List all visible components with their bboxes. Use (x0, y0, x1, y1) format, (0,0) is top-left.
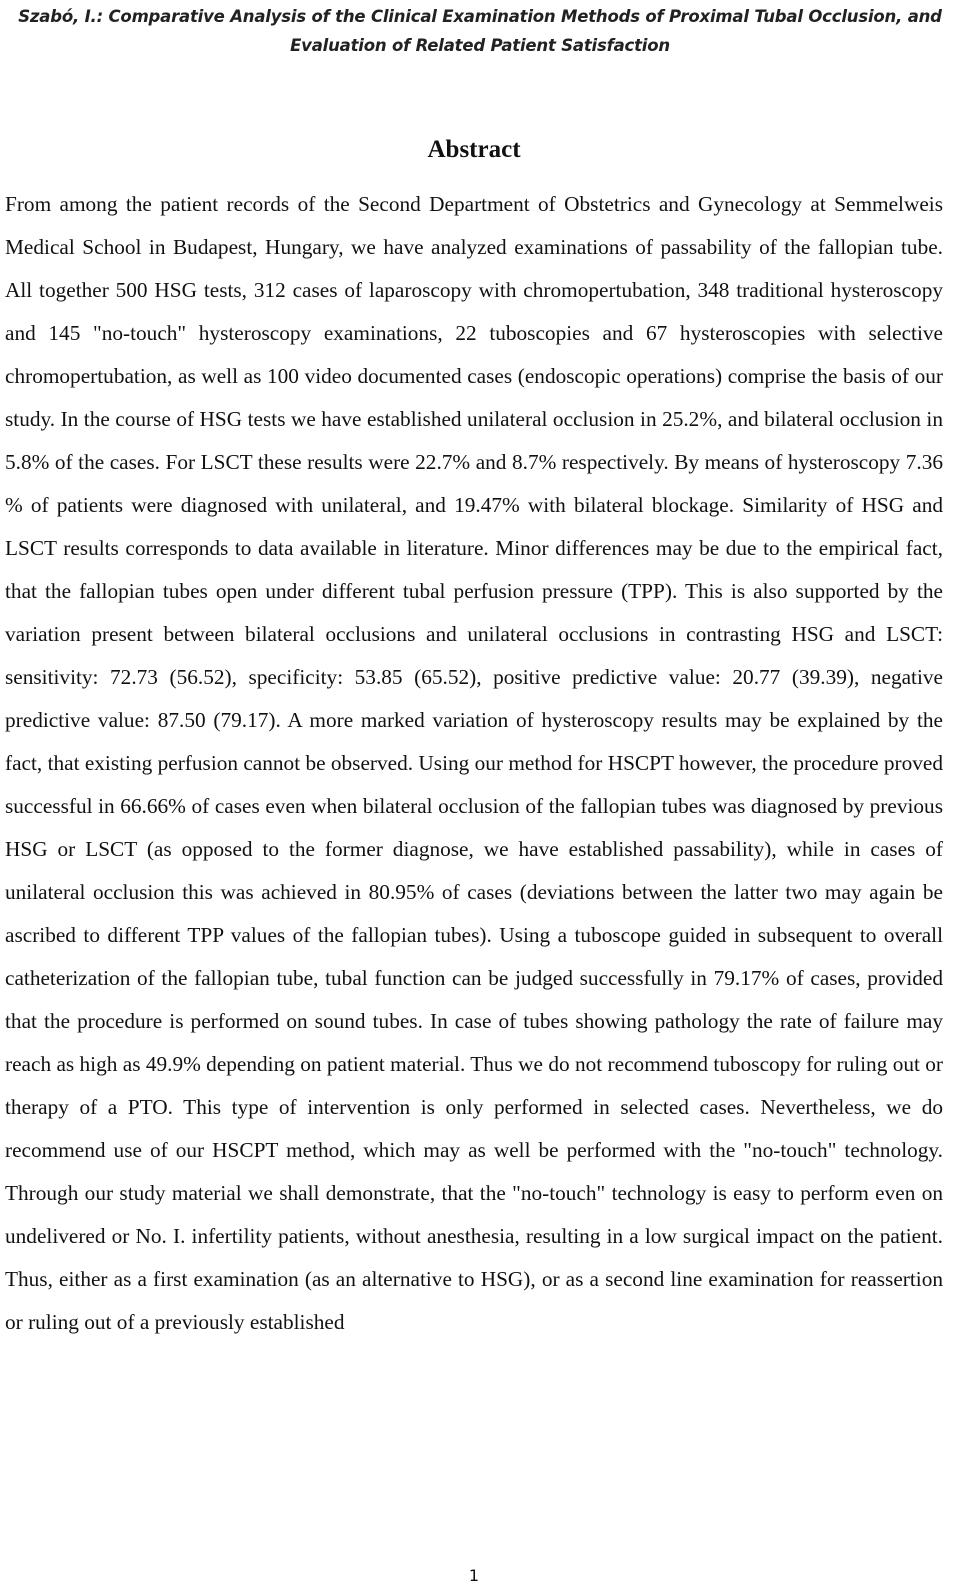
running-header-line-2: Evaluation of Related Patient Satisfaction (290, 36, 670, 55)
running-header-line-1: Szabó, I.: Comparative Analysis of the Clinical Examination Methods of Proximal Tubal Occlusion, and (18, 7, 942, 26)
page-number: 1 (468, 1566, 480, 1585)
abstract-heading: Abstract (427, 136, 521, 163)
abstract-body: From among the patient records of the Second Department of Obstetrics and Gynecology at Semmelweis Medical School in Budapest, Hungary, we have analyzed examinations of passability of the fallopian tube. All together 500 HSG tests, 312 cases of laparoscopy with chromopertubation, 348 traditional hysteroscopy and 145 "no-touch" hysteroscopy examinations, 22 tuboscopies and 67 hysteroscopies with selective chromopertubation, as well as 100 video documented cases (endoscopic operations) comprise the basis of our study. In the course of HSG tests we have established unilateral occlusion in 25.2%, and bilateral occlusion in 5.8% of the cases. For LSCT these results were 22.7% and 8.7% respectively. By means of hysteroscopy 7.36 % of patients were diagnosed with unilateral, and 19.47% with bilateral blockage. Similarity of HSG and LSCT results corresponds to data available in literature. Minor differences may be due to the empirical fact, that the fallopian tubes open under different tubal perfusion pressure (TPP). This is also supported by the variation present between bilateral occlusions and unilateral occlusions in contrasting HSG and LSCT: sensitivity: 72.73 (56.52), specificity: 53.85 (65.52), positive predictive value: 20.77 (39.39), negative predictive value: 87.50 (79.17). A more marked variation of hysteroscopy results may be explained by the fact, that existing perfusion cannot be observed. Using our method for HSCPT however, the procedure proved successful in 66.66% of cases even when bilateral occlusion of the fallopian tubes was diagnosed by previous HSG or LSCT (as opposed to the former diagnose, we have established passability), while in cases of unilateral occlusion this was achieved in 80.95% of cases (deviations between the latter two may again be ascribed to different TPP values of the fallopian tubes). Using a tuboscope guided in subsequent to overall catheterization of the fallopian tube, tubal function can be judged successfully in 79.17% of cases, provided that the procedure is performed on sound tubes. In case of tubes showing pathology the rate of failure may reach as high as 49.9% depending on patient material. Thus we do not recommend tuboscopy for ruling out or therapy of a PTO. This type of intervention is only performed in selected cases. Nevertheless, we do recommend use of our HSCPT method, which may as well be performed with the "no-touch" technology. Through our study material we shall demonstrate, that the "no-touch" technology is easy to perform even on undelivered or No. I. infertility patients, without anesthesia, resulting in a low surgical impact on the patient. Thus, either as a first examination (as an alternative to HSG), or as a second line examination for reassertion or ruling out of a previously established (5, 192, 943, 1334)
running-header (0, 0, 960, 60)
